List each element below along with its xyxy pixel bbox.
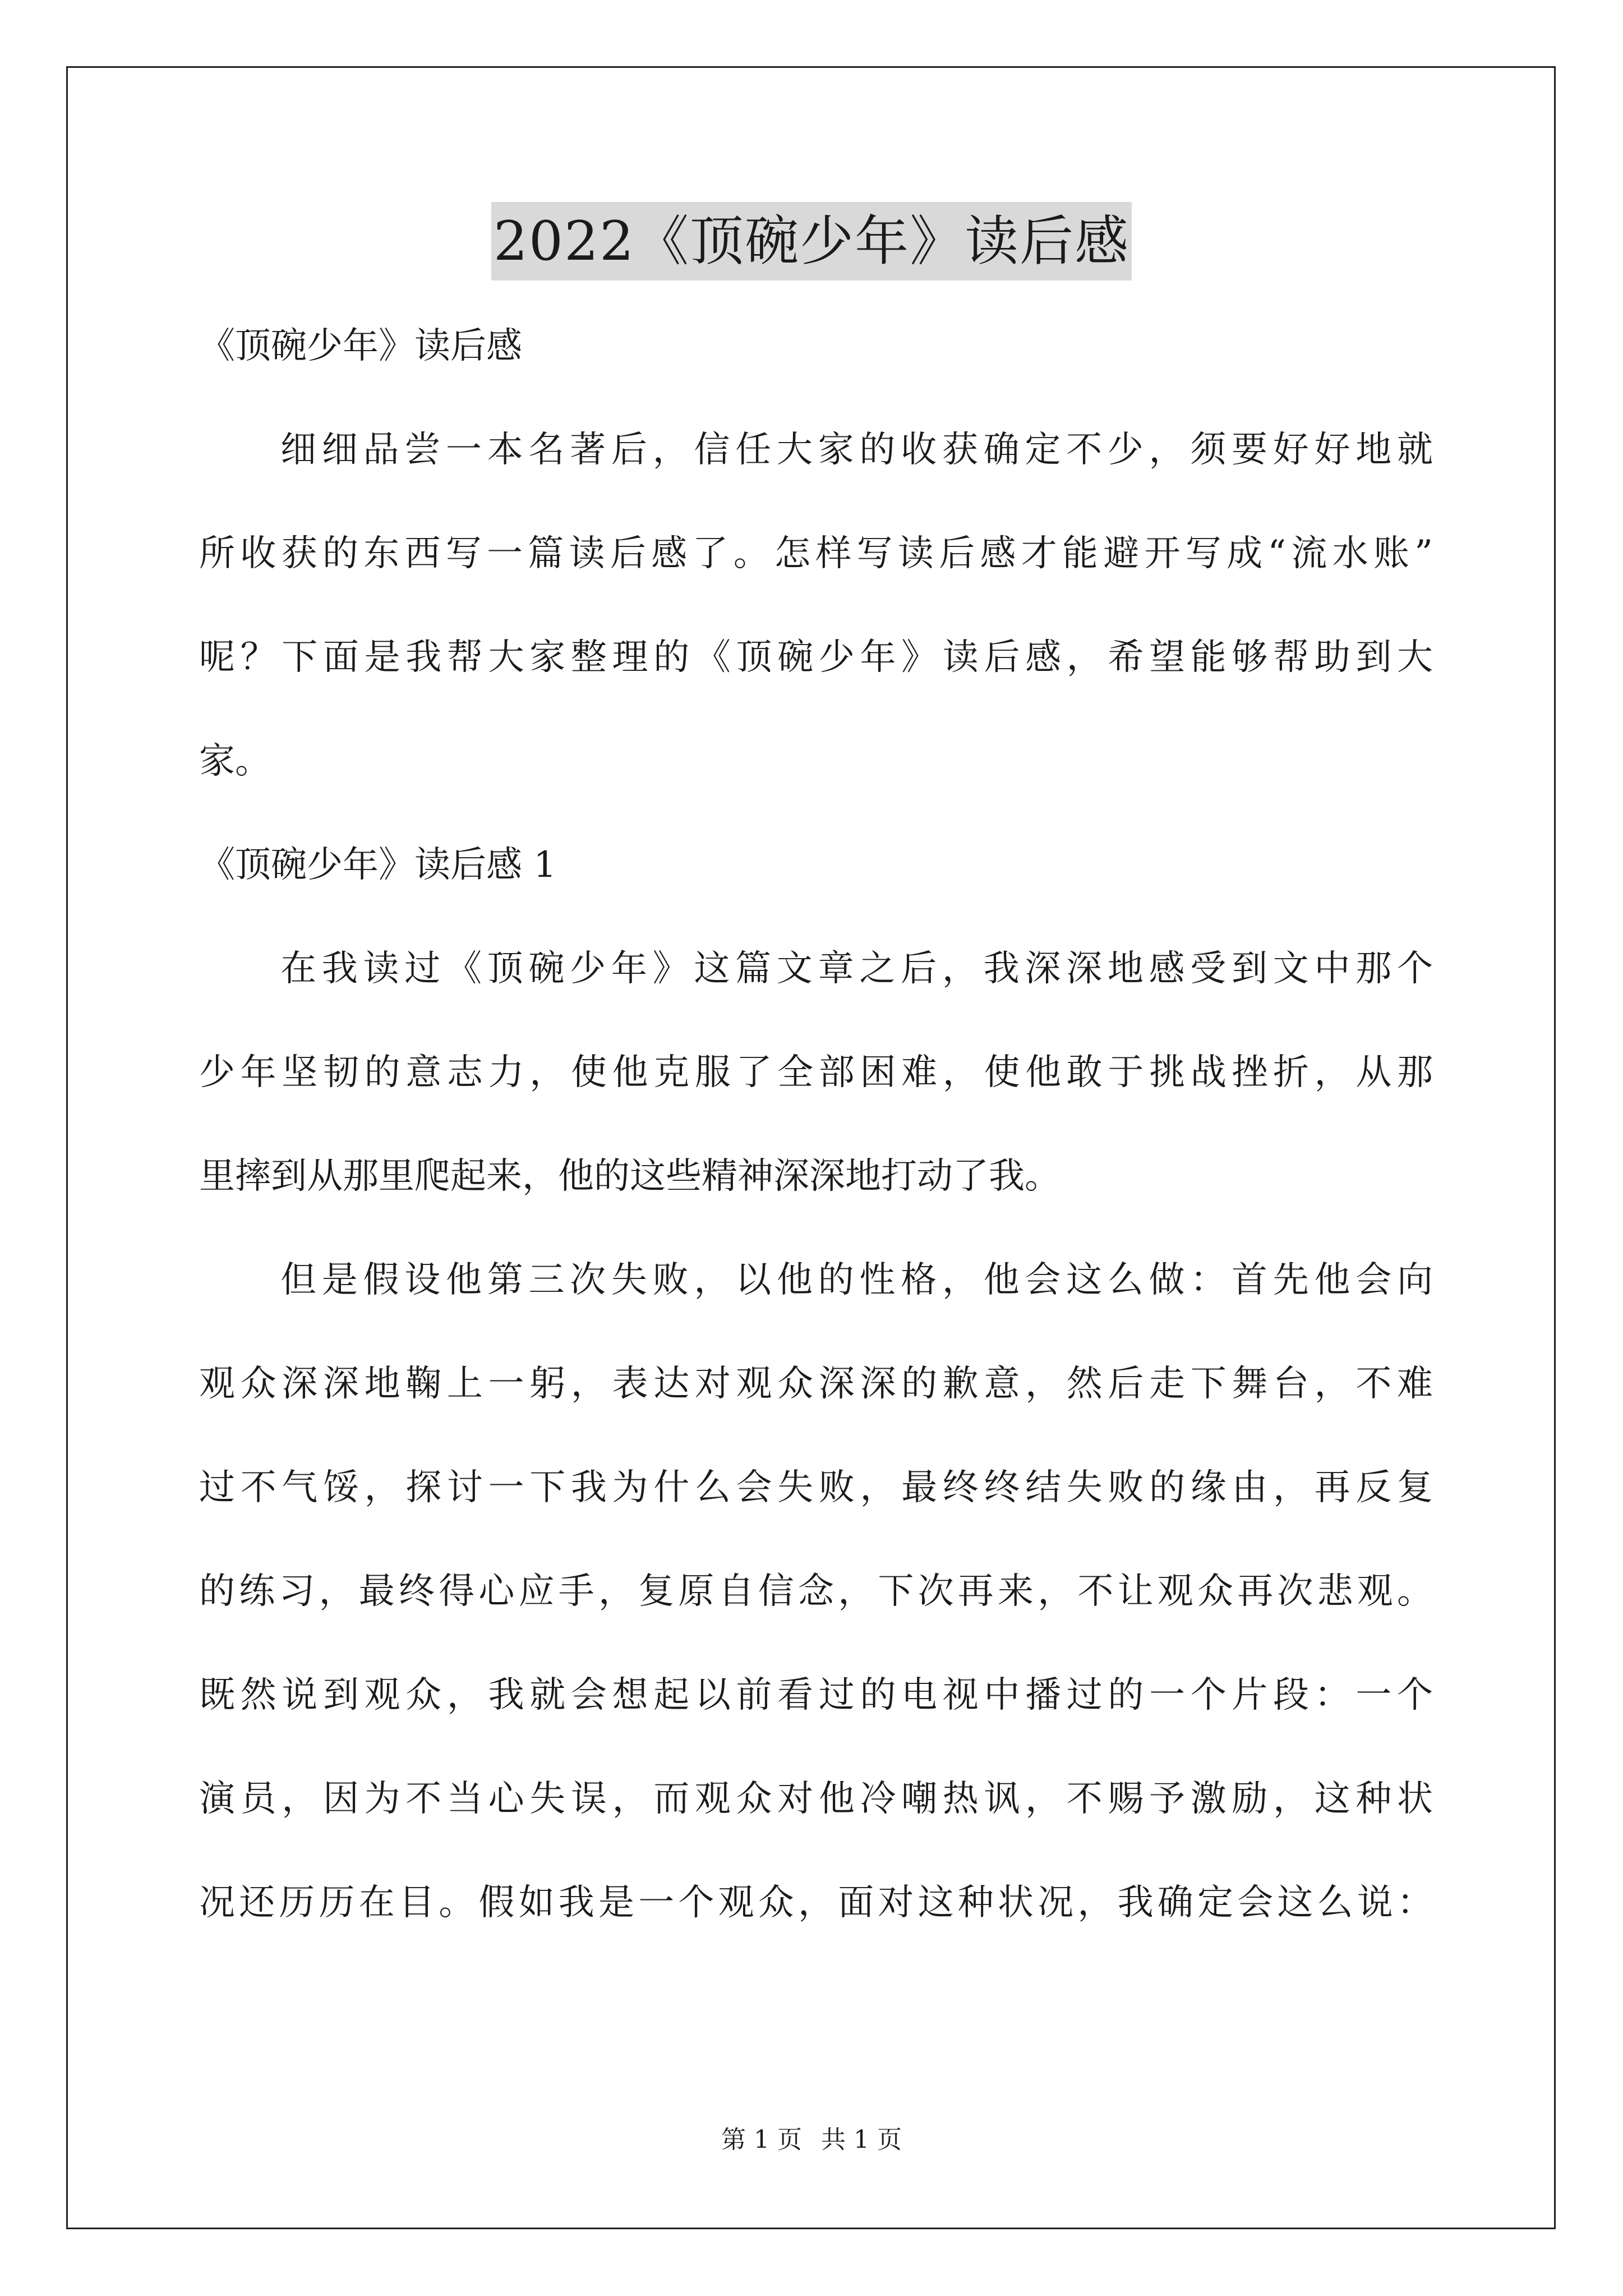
intro-line: 家。	[199, 740, 271, 782]
paragraph-line: 在我读过《顶碗少年》这篇文章之后，我深深地感受到文中那个	[280, 948, 1433, 990]
section-heading: 《顶碗少年》读后感 1	[199, 844, 557, 886]
intro-line: 所收获的东西写一篇读后感了。怎样写读后感才能避开写成“流水账”	[199, 533, 1433, 574]
page-footer	[0, 2123, 1623, 2157]
paragraph-line: 既然说到观众，我就会想起以前看过的电视中播过的一个片段：一个	[199, 1674, 1433, 1716]
paragraph-line: 但是假设他第三次失败，以他的性格，他会这么做：首先他会向	[280, 1259, 1433, 1301]
intro-line: 细细品尝一本名著后，信任大家的收获确定不少，须要好好地就	[280, 429, 1433, 471]
page-number: 第 1 页	[721, 2125, 802, 2154]
paragraph-line: 观众深深地鞠上一躬，表达对观众深深的歉意，然后走下舞台，不难	[199, 1363, 1433, 1405]
paragraph-line: 的练习，最终得心应手，复原自信念，下次再来，不让观众再次悲观。	[199, 1571, 1433, 1612]
paragraph-line: 演员，因为不当心失误，而观众对他冷嘲热讽，不赐予激励，这种状	[199, 1778, 1433, 1820]
document-title: 2022《顶碗少年》读后感	[491, 202, 1132, 280]
paragraph-line: 少年坚韧的意志力，使他克服了全部困难，使他敢于挑战挫折，从那	[199, 1052, 1433, 1093]
subtitle: 《顶碗少年》读后感	[199, 325, 522, 367]
paragraph-line: 里摔到从那里爬起来，他的这些精神深深地打动了我。	[199, 1156, 1061, 1197]
intro-line: 呢？下面是我帮大家整理的《顶碗少年》读后感，希望能够帮助到大	[199, 637, 1433, 678]
title-container	[0, 202, 1623, 280]
page-total: 共 1 页	[821, 2125, 902, 2154]
paragraph-line: 过不气馁，探讨一下我为什么会失败，最终终结失败的缘由，再反复	[199, 1467, 1433, 1508]
paragraph-line: 况还历历在目。假如我是一个观众，面对这种状况，我确定会这么说：	[199, 1882, 1433, 1924]
